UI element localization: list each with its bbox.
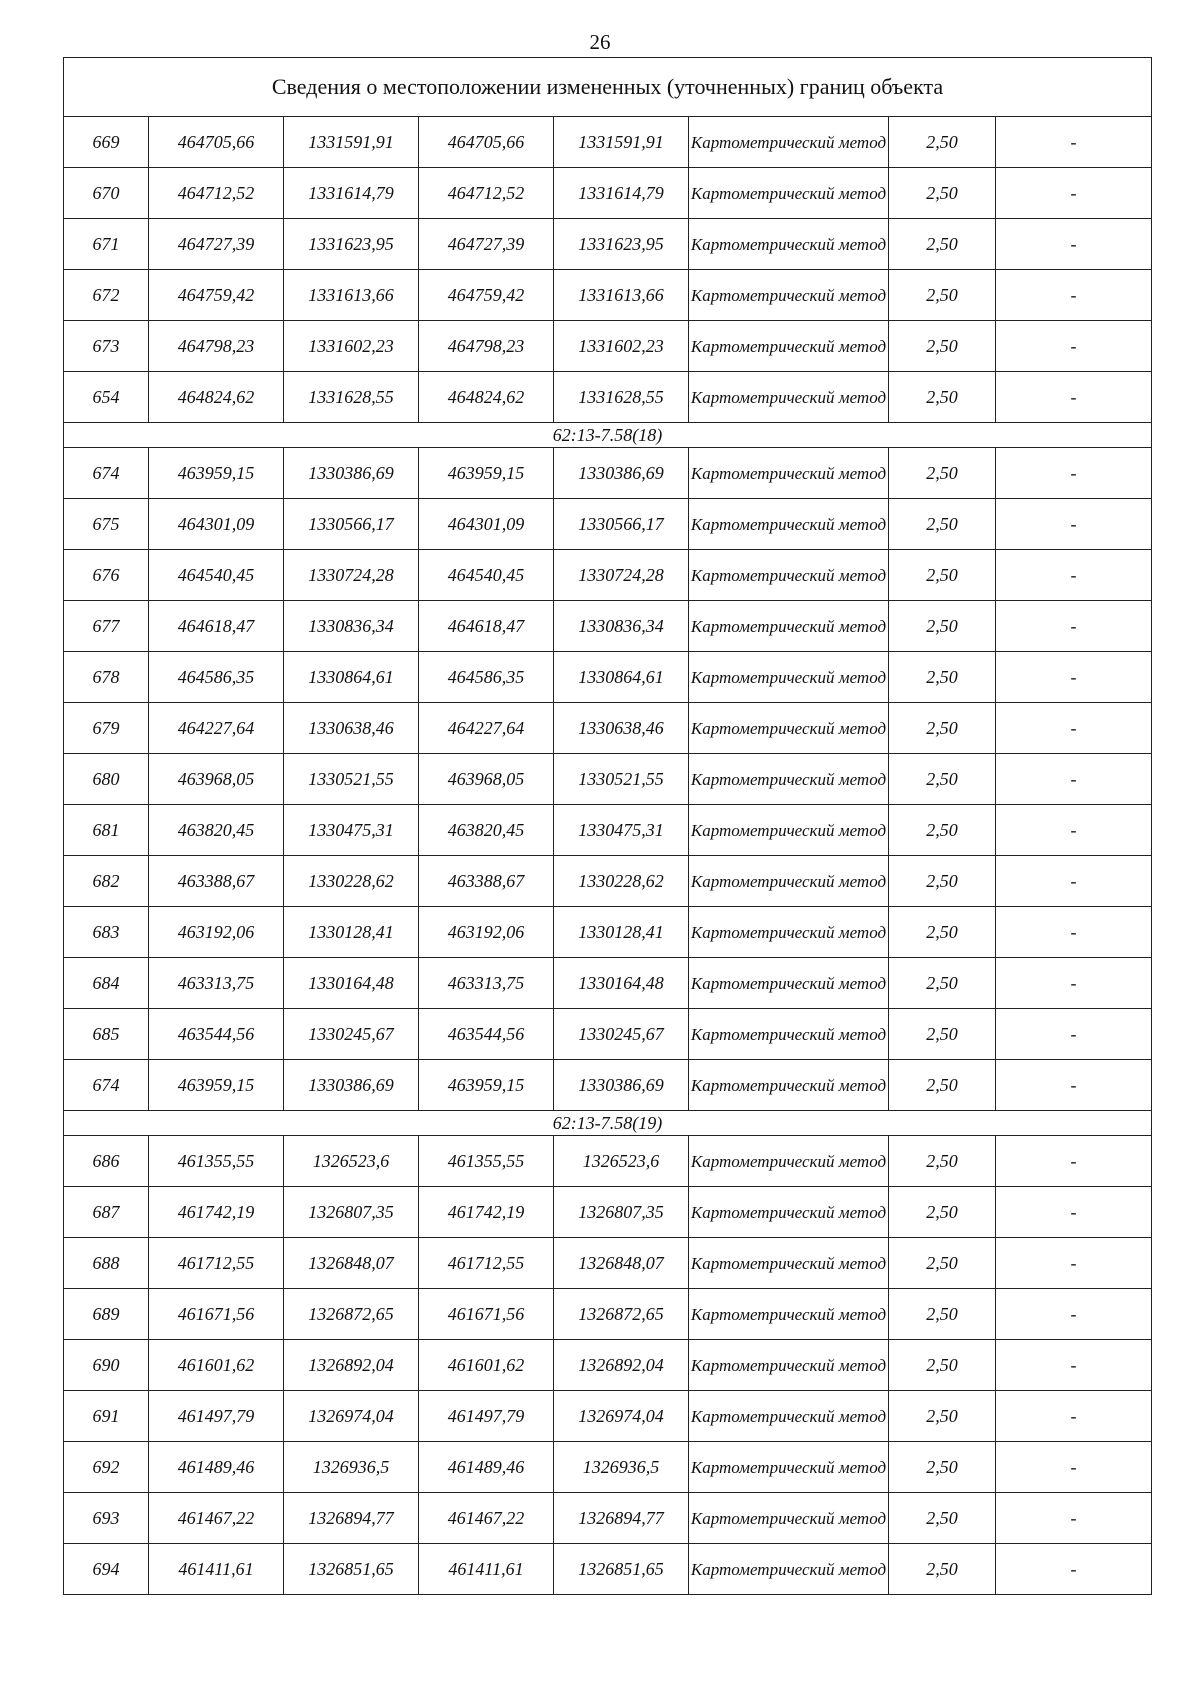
existing-y-cell: 1326872,65 — [284, 1289, 419, 1340]
table-title: Сведения о местоположении измененных (уточненных) границ объекта — [64, 58, 1152, 117]
new-y-cell: 1330836,34 — [554, 601, 689, 652]
accuracy-cell: 2,50 — [889, 1391, 996, 1442]
method-cell: Картометрический метод — [689, 856, 889, 907]
method-cell: Картометрический метод — [689, 1289, 889, 1340]
description-cell: - — [996, 372, 1152, 423]
method-cell: Картометрический метод — [689, 1442, 889, 1493]
point-number-cell: 671 — [64, 219, 149, 270]
existing-y-cell: 1331628,55 — [284, 372, 419, 423]
method-cell: Картометрический метод — [689, 1544, 889, 1595]
accuracy-cell: 2,50 — [889, 754, 996, 805]
description-cell: - — [996, 321, 1152, 372]
existing-y-cell: 1330864,61 — [284, 652, 419, 703]
new-x-cell: 464705,66 — [419, 117, 554, 168]
table-row — [64, 958, 1152, 1009]
existing-x-cell: 464705,66 — [149, 117, 284, 168]
method-cell: Картометрический метод — [689, 1493, 889, 1544]
table-row — [64, 1060, 1152, 1111]
description-cell: - — [996, 1391, 1152, 1442]
new-y-cell: 1330228,62 — [554, 856, 689, 907]
existing-x-cell: 463192,06 — [149, 907, 284, 958]
existing-x-cell: 461467,22 — [149, 1493, 284, 1544]
existing-y-cell: 1330386,69 — [284, 1060, 419, 1111]
new-x-cell: 464759,42 — [419, 270, 554, 321]
table-row — [64, 448, 1152, 499]
point-number-cell: 675 — [64, 499, 149, 550]
new-x-cell: 461489,46 — [419, 1442, 554, 1493]
existing-y-cell: 1331591,91 — [284, 117, 419, 168]
table-row — [64, 1340, 1152, 1391]
point-number-cell: 687 — [64, 1187, 149, 1238]
table-title-row — [64, 58, 1152, 117]
existing-x-cell: 461411,61 — [149, 1544, 284, 1595]
existing-x-cell: 464727,39 — [149, 219, 284, 270]
description-cell: - — [996, 805, 1152, 856]
existing-y-cell: 1326936,5 — [284, 1442, 419, 1493]
existing-x-cell: 464759,42 — [149, 270, 284, 321]
description-cell: - — [996, 652, 1152, 703]
method-cell: Картометрический метод — [689, 372, 889, 423]
existing-x-cell: 464798,23 — [149, 321, 284, 372]
table-row — [64, 907, 1152, 958]
existing-x-cell: 463968,05 — [149, 754, 284, 805]
new-x-cell: 464618,47 — [419, 601, 554, 652]
description-cell: - — [996, 958, 1152, 1009]
existing-x-cell: 463959,15 — [149, 448, 284, 499]
new-x-cell: 461601,62 — [419, 1340, 554, 1391]
new-x-cell: 461467,22 — [419, 1493, 554, 1544]
new-y-cell: 1330724,28 — [554, 550, 689, 601]
description-cell: - — [996, 907, 1152, 958]
point-number-cell: 669 — [64, 117, 149, 168]
accuracy-cell: 2,50 — [889, 270, 996, 321]
new-y-cell: 1326892,04 — [554, 1340, 689, 1391]
existing-x-cell: 464618,47 — [149, 601, 284, 652]
method-cell: Картометрический метод — [689, 652, 889, 703]
new-y-cell: 1326807,35 — [554, 1187, 689, 1238]
point-number-cell: 678 — [64, 652, 149, 703]
table-row — [64, 1009, 1152, 1060]
new-y-cell: 1330386,69 — [554, 1060, 689, 1111]
new-y-cell: 1326936,5 — [554, 1442, 689, 1493]
accuracy-cell: 2,50 — [889, 1238, 996, 1289]
description-cell: - — [996, 1187, 1152, 1238]
table-row — [64, 805, 1152, 856]
accuracy-cell: 2,50 — [889, 168, 996, 219]
new-y-cell: 1331591,91 — [554, 117, 689, 168]
point-number-cell: 683 — [64, 907, 149, 958]
existing-x-cell: 463959,15 — [149, 1060, 284, 1111]
table-row — [64, 550, 1152, 601]
new-x-cell: 464301,09 — [419, 499, 554, 550]
new-y-cell: 1331628,55 — [554, 372, 689, 423]
existing-x-cell: 461712,55 — [149, 1238, 284, 1289]
new-x-cell: 461411,61 — [419, 1544, 554, 1595]
method-cell: Картометрический метод — [689, 1340, 889, 1391]
point-number-cell: 672 — [64, 270, 149, 321]
existing-x-cell: 463820,45 — [149, 805, 284, 856]
description-cell: - — [996, 219, 1152, 270]
new-x-cell: 464227,64 — [419, 703, 554, 754]
table-row — [64, 1238, 1152, 1289]
accuracy-cell: 2,50 — [889, 1060, 996, 1111]
existing-x-cell: 461601,62 — [149, 1340, 284, 1391]
point-number-cell: 670 — [64, 168, 149, 219]
method-cell: Картометрический метод — [689, 117, 889, 168]
existing-x-cell: 464227,64 — [149, 703, 284, 754]
existing-y-cell: 1331613,66 — [284, 270, 419, 321]
new-x-cell: 463959,15 — [419, 1060, 554, 1111]
point-number-cell: 654 — [64, 372, 149, 423]
point-number-cell: 692 — [64, 1442, 149, 1493]
new-x-cell: 461671,56 — [419, 1289, 554, 1340]
table-row — [64, 117, 1152, 168]
new-x-cell: 463959,15 — [419, 448, 554, 499]
new-y-cell: 1330245,67 — [554, 1009, 689, 1060]
table-row — [64, 1289, 1152, 1340]
new-x-cell: 464712,52 — [419, 168, 554, 219]
table-row — [64, 270, 1152, 321]
method-cell: Картометрический метод — [689, 754, 889, 805]
new-x-cell: 461497,79 — [419, 1391, 554, 1442]
method-cell: Картометрический метод — [689, 1136, 889, 1187]
description-cell: - — [996, 1544, 1152, 1595]
accuracy-cell: 2,50 — [889, 652, 996, 703]
new-y-cell: 1330475,31 — [554, 805, 689, 856]
description-cell: - — [996, 754, 1152, 805]
accuracy-cell: 2,50 — [889, 1493, 996, 1544]
method-cell: Картометрический метод — [689, 1187, 889, 1238]
new-y-cell: 1330864,61 — [554, 652, 689, 703]
description-cell: - — [996, 601, 1152, 652]
point-number-cell: 674 — [64, 448, 149, 499]
description-cell: - — [996, 1442, 1152, 1493]
existing-y-cell: 1326892,04 — [284, 1340, 419, 1391]
new-y-cell: 1330638,46 — [554, 703, 689, 754]
accuracy-cell: 2,50 — [889, 117, 996, 168]
existing-y-cell: 1331614,79 — [284, 168, 419, 219]
existing-x-cell: 464586,35 — [149, 652, 284, 703]
accuracy-cell: 2,50 — [889, 372, 996, 423]
existing-x-cell: 464301,09 — [149, 499, 284, 550]
existing-y-cell: 1330566,17 — [284, 499, 419, 550]
new-y-cell: 1331602,23 — [554, 321, 689, 372]
new-y-cell: 1326974,04 — [554, 1391, 689, 1442]
existing-x-cell: 461489,46 — [149, 1442, 284, 1493]
table-row — [64, 1493, 1152, 1544]
new-y-cell: 1326894,77 — [554, 1493, 689, 1544]
accuracy-cell: 2,50 — [889, 499, 996, 550]
existing-y-cell: 1330521,55 — [284, 754, 419, 805]
point-number-cell: 673 — [64, 321, 149, 372]
accuracy-cell: 2,50 — [889, 703, 996, 754]
method-cell: Картометрический метод — [689, 907, 889, 958]
new-y-cell: 1330566,17 — [554, 499, 689, 550]
point-number-cell: 689 — [64, 1289, 149, 1340]
point-number-cell: 680 — [64, 754, 149, 805]
table-row — [64, 219, 1152, 270]
method-cell: Картометрический метод — [689, 219, 889, 270]
table-row — [64, 1187, 1152, 1238]
existing-y-cell: 1330386,69 — [284, 448, 419, 499]
section-label: 62:13-7.58(19) — [64, 1111, 1152, 1136]
method-cell: Картометрический метод — [689, 1060, 889, 1111]
method-cell: Картометрический метод — [689, 1238, 889, 1289]
method-cell: Картометрический метод — [689, 601, 889, 652]
table-row — [64, 1442, 1152, 1493]
accuracy-cell: 2,50 — [889, 1289, 996, 1340]
existing-y-cell: 1326894,77 — [284, 1493, 419, 1544]
new-x-cell: 461355,55 — [419, 1136, 554, 1187]
method-cell: Картометрический метод — [689, 1009, 889, 1060]
section-label: 62:13-7.58(18) — [64, 423, 1152, 448]
new-y-cell: 1326851,65 — [554, 1544, 689, 1595]
new-x-cell: 461712,55 — [419, 1238, 554, 1289]
description-cell: - — [996, 1238, 1152, 1289]
table-row — [64, 703, 1152, 754]
point-number-cell: 691 — [64, 1391, 149, 1442]
existing-x-cell: 461497,79 — [149, 1391, 284, 1442]
existing-y-cell: 1330638,46 — [284, 703, 419, 754]
existing-y-cell: 1330475,31 — [284, 805, 419, 856]
method-cell: Картометрический метод — [689, 550, 889, 601]
table-row — [64, 1544, 1152, 1595]
section-header-row — [64, 423, 1152, 448]
new-x-cell: 461742,19 — [419, 1187, 554, 1238]
existing-x-cell: 464712,52 — [149, 168, 284, 219]
existing-y-cell: 1330836,34 — [284, 601, 419, 652]
existing-x-cell: 461742,19 — [149, 1187, 284, 1238]
method-cell: Картометрический метод — [689, 270, 889, 321]
description-cell: - — [996, 270, 1152, 321]
existing-y-cell: 1326523,6 — [284, 1136, 419, 1187]
new-y-cell: 1330386,69 — [554, 448, 689, 499]
point-number-cell: 682 — [64, 856, 149, 907]
new-y-cell: 1326848,07 — [554, 1238, 689, 1289]
point-number-cell: 694 — [64, 1544, 149, 1595]
new-x-cell: 463544,56 — [419, 1009, 554, 1060]
accuracy-cell: 2,50 — [889, 601, 996, 652]
accuracy-cell: 2,50 — [889, 550, 996, 601]
existing-x-cell: 464824,62 — [149, 372, 284, 423]
table-row — [64, 499, 1152, 550]
table-row — [64, 1391, 1152, 1442]
existing-y-cell: 1326848,07 — [284, 1238, 419, 1289]
table-row — [64, 321, 1152, 372]
new-x-cell: 464798,23 — [419, 321, 554, 372]
accuracy-cell: 2,50 — [889, 1136, 996, 1187]
new-y-cell: 1330164,48 — [554, 958, 689, 1009]
accuracy-cell: 2,50 — [889, 1442, 996, 1493]
accuracy-cell: 2,50 — [889, 219, 996, 270]
accuracy-cell: 2,50 — [889, 856, 996, 907]
existing-y-cell: 1330724,28 — [284, 550, 419, 601]
point-number-cell: 681 — [64, 805, 149, 856]
new-x-cell: 463968,05 — [419, 754, 554, 805]
description-cell: - — [996, 117, 1152, 168]
existing-y-cell: 1330228,62 — [284, 856, 419, 907]
new-x-cell: 463388,67 — [419, 856, 554, 907]
method-cell: Картометрический метод — [689, 958, 889, 1009]
table-row — [64, 754, 1152, 805]
table-row — [64, 1136, 1152, 1187]
table-row — [64, 601, 1152, 652]
accuracy-cell: 2,50 — [889, 1187, 996, 1238]
point-number-cell: 685 — [64, 1009, 149, 1060]
point-number-cell: 674 — [64, 1060, 149, 1111]
method-cell: Картометрический метод — [689, 448, 889, 499]
new-y-cell: 1326523,6 — [554, 1136, 689, 1187]
existing-x-cell: 464540,45 — [149, 550, 284, 601]
new-y-cell: 1331623,95 — [554, 219, 689, 270]
accuracy-cell: 2,50 — [889, 805, 996, 856]
existing-y-cell: 1326974,04 — [284, 1391, 419, 1442]
method-cell: Картометрический метод — [689, 168, 889, 219]
point-number-cell: 677 — [64, 601, 149, 652]
method-cell: Картометрический метод — [689, 805, 889, 856]
accuracy-cell: 2,50 — [889, 958, 996, 1009]
point-number-cell: 686 — [64, 1136, 149, 1187]
description-cell: - — [996, 1493, 1152, 1544]
description-cell: - — [996, 1136, 1152, 1187]
method-cell: Картометрический метод — [689, 1391, 889, 1442]
point-number-cell: 684 — [64, 958, 149, 1009]
point-number-cell: 688 — [64, 1238, 149, 1289]
existing-y-cell: 1326851,65 — [284, 1544, 419, 1595]
existing-y-cell: 1330128,41 — [284, 907, 419, 958]
description-cell: - — [996, 856, 1152, 907]
accuracy-cell: 2,50 — [889, 1340, 996, 1391]
description-cell: - — [996, 448, 1152, 499]
accuracy-cell: 2,50 — [889, 1009, 996, 1060]
description-cell: - — [996, 703, 1152, 754]
new-x-cell: 464824,62 — [419, 372, 554, 423]
new-x-cell: 463820,45 — [419, 805, 554, 856]
page-number: 26 — [589, 30, 611, 54]
new-y-cell: 1330521,55 — [554, 754, 689, 805]
existing-y-cell: 1330164,48 — [284, 958, 419, 1009]
existing-x-cell: 463388,67 — [149, 856, 284, 907]
description-cell: - — [996, 550, 1152, 601]
description-cell: - — [996, 499, 1152, 550]
description-cell: - — [996, 168, 1152, 219]
description-cell: - — [996, 1060, 1152, 1111]
table-row — [64, 372, 1152, 423]
description-cell: - — [996, 1289, 1152, 1340]
existing-y-cell: 1330245,67 — [284, 1009, 419, 1060]
point-number-cell: 676 — [64, 550, 149, 601]
point-number-cell: 679 — [64, 703, 149, 754]
existing-x-cell: 463313,75 — [149, 958, 284, 1009]
new-y-cell: 1331614,79 — [554, 168, 689, 219]
existing-y-cell: 1331623,95 — [284, 219, 419, 270]
accuracy-cell: 2,50 — [889, 907, 996, 958]
existing-x-cell: 461355,55 — [149, 1136, 284, 1187]
new-x-cell: 464727,39 — [419, 219, 554, 270]
description-cell: - — [996, 1009, 1152, 1060]
existing-y-cell: 1331602,23 — [284, 321, 419, 372]
point-number-cell: 693 — [64, 1493, 149, 1544]
new-x-cell: 463192,06 — [419, 907, 554, 958]
table-body — [64, 58, 1152, 1595]
accuracy-cell: 2,50 — [889, 321, 996, 372]
existing-x-cell: 463544,56 — [149, 1009, 284, 1060]
new-x-cell: 463313,75 — [419, 958, 554, 1009]
existing-x-cell: 461671,56 — [149, 1289, 284, 1340]
new-y-cell: 1330128,41 — [554, 907, 689, 958]
accuracy-cell: 2,50 — [889, 448, 996, 499]
boundary-coordinates-table — [63, 57, 1152, 1595]
new-x-cell: 464540,45 — [419, 550, 554, 601]
new-y-cell: 1331613,66 — [554, 270, 689, 321]
new-y-cell: 1326872,65 — [554, 1289, 689, 1340]
point-number-cell: 690 — [64, 1340, 149, 1391]
accuracy-cell: 2,50 — [889, 1544, 996, 1595]
method-cell: Картометрический метод — [689, 499, 889, 550]
method-cell: Картометрический метод — [689, 703, 889, 754]
existing-y-cell: 1326807,35 — [284, 1187, 419, 1238]
table-row — [64, 856, 1152, 907]
section-header-row — [64, 1111, 1152, 1136]
table-row — [64, 652, 1152, 703]
table-row — [64, 168, 1152, 219]
description-cell: - — [996, 1340, 1152, 1391]
new-x-cell: 464586,35 — [419, 652, 554, 703]
method-cell: Картометрический метод — [689, 321, 889, 372]
